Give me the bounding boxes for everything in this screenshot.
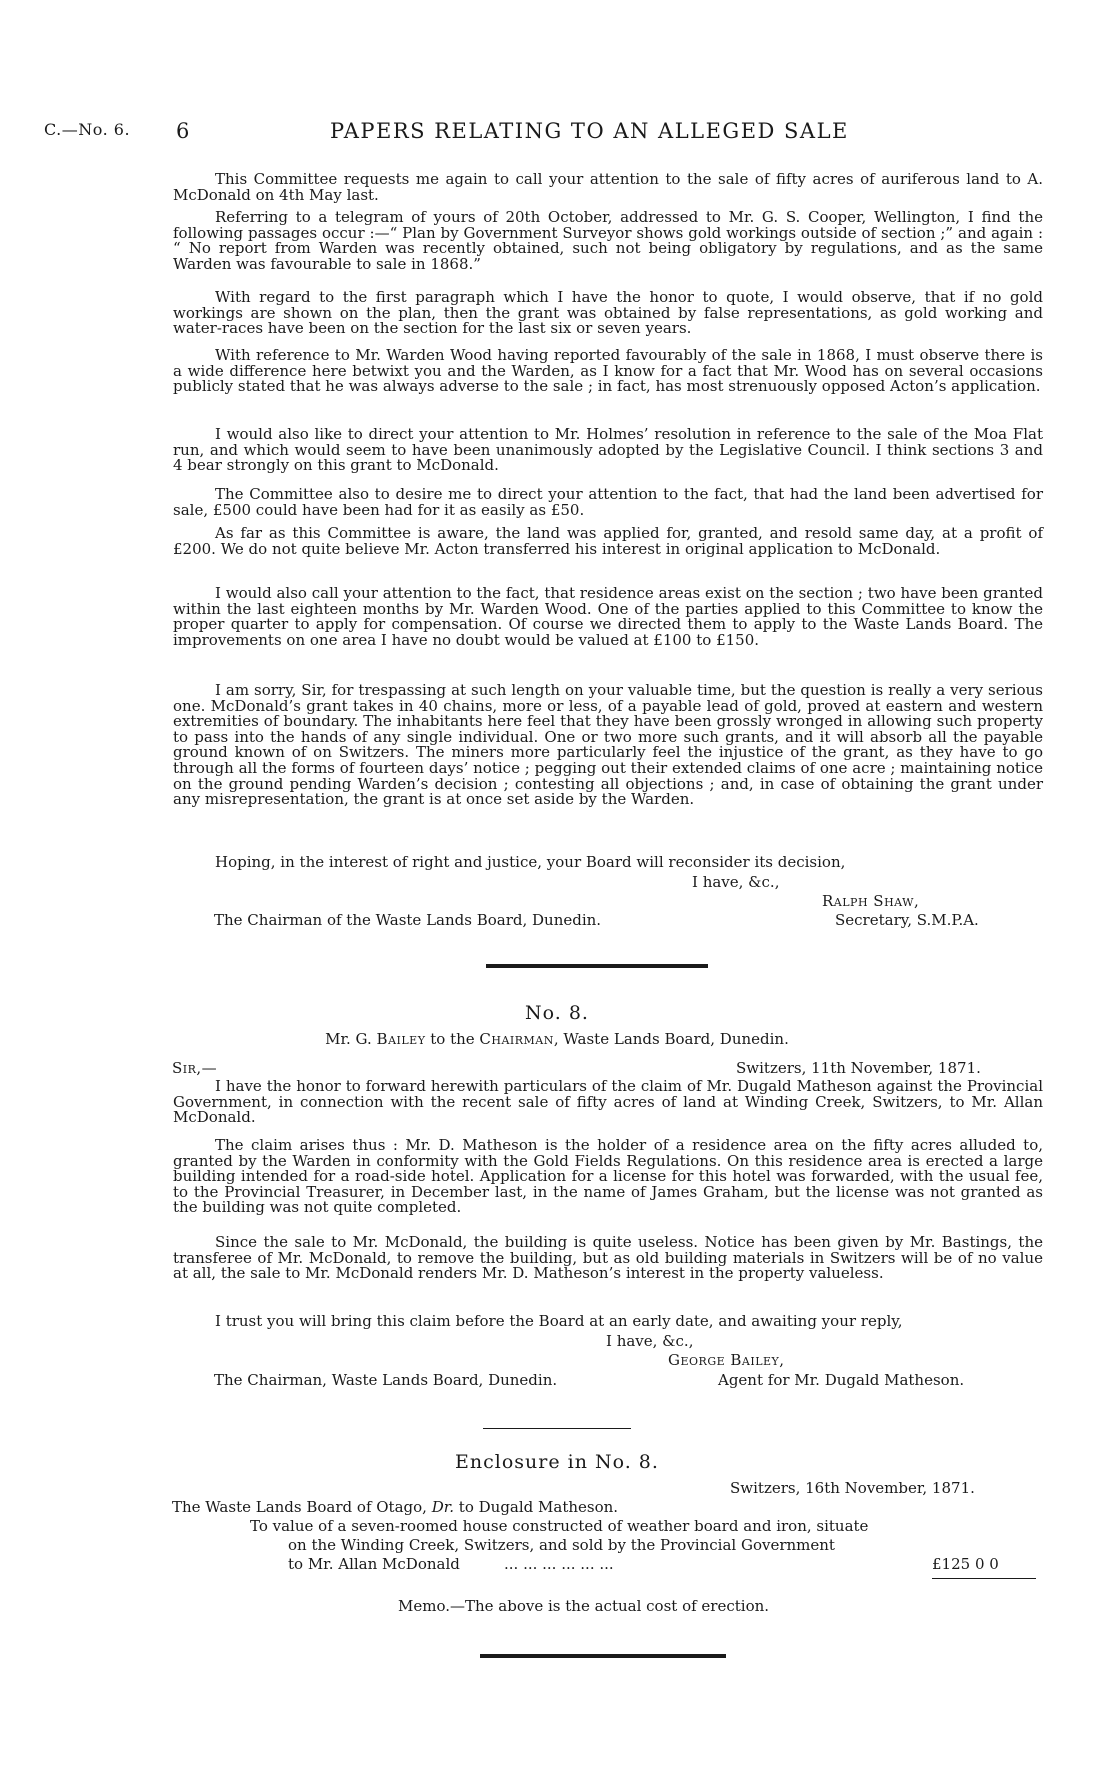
amount-underline <box>932 1578 1036 1579</box>
letter8-addressee: The Chairman, Waste Lands Board, Dunedin. <box>214 1371 558 1389</box>
enclosure-item-line: To value of a seven-roomed house constructed of weather board and iron, situate <box>250 1517 869 1535</box>
letter8-paragraph: I trust you will bring this claim before the Board at an early date, and awaiting your reply, <box>215 1312 903 1330</box>
enclosure-leaders: ... ... ... ... ... ... <box>504 1555 614 1573</box>
letter8-paragraph: Since the sale to Mr. McDonald, the building is quite useless. Notice has been given by Mr. Bastings, the transferee of Mr. McDonald, to remove the building, but as old building materials in Switzers will be of no value at all, the sale to Mr. McDonald renders Mr. D. Matheson’s interest in the property valueless. <box>173 1233 1043 1283</box>
letter7-paragraph: The Committee also to desire me to direct your attention to the fact, that had the land been advertised for sale, £500 could have been had for it as easily as £50. <box>173 485 1043 519</box>
enclosure-place-date: Switzers, 16th November, 1871. <box>730 1479 975 1497</box>
letter8-heading: No. 8. <box>525 1002 589 1024</box>
letter7-paragraph: As far as this Committee is aware, the land was applied for, granted, and resold same day, at a profit of £200. We do not quite believe Mr. Acton transferred his interest in original application to McDonald. <box>173 524 1043 558</box>
letter8-signatory-title: Agent for Mr. Dugald Matheson. <box>718 1371 965 1389</box>
letter7-paragraph: I would also call your attention to the fact, that residence areas exist on the section ; two have been granted within the last eighteen months by Mr. Warden Wood. One of the parties applied to this Committee to know the proper quarter to apply for compensation. Of course we directed them to apply to the Waste Lands Board. The improvements on one area I have no doubt would be valued at £100 to £150. <box>173 584 1043 649</box>
letter7-paragraph: This Committee requests me again to call your attention to the sale of fifty acres of auriferous land to A. McDonald on 4th May last. <box>173 170 1043 204</box>
letter7-paragraph: With regard to the first paragraph which I have the honor to quote, I would observe, that if no gold workings are shown on the plan, then the grant was obtained by false representations, as gold working and water-races have been on the section for the last six or seven years. <box>173 288 1043 338</box>
enclosure-heading: Enclosure in No. 8. <box>455 1451 659 1473</box>
page-number: 6 <box>176 119 190 143</box>
document-reference: C.—No. 6. <box>44 120 131 139</box>
letter7-paragraph: I am sorry, Sir, for trespassing at such length on your valuable time, but the question is really a very serious one. McDonald’s grant takes in 40 chains, more or less, of a payable lead of gold, proved at eastern and western extremities of boundary. The inhabitants here feel that they have been grossly wronged in allowing such property to pass into the hands of any single individual. One or two more such grants, and it will absorb all the payable ground known of on Switzers. The miners more particularly feel the injustice of the grant, as they have to go through all the forms of fourteen days’ notice ; pegging out their extended claims of one acre ; maintaining notice on the ground pending Warden’s decision ; contesting all objections ; and, in case of obtaining the grant under any misrepresentation, the grant is at once set aside by the Warden. <box>173 681 1043 809</box>
letter7-paragraph: With reference to Mr. Warden Wood having reported favourably of the sale in 1868, I must observe there is a wide difference here betwixt you and the Warden, as I know for a fact that Mr. Wood has on several occasions publicly stated that he was always adverse to the sale ; in fact, has most strenuously opposed Acton’s application. <box>173 346 1043 396</box>
end-divider <box>480 1654 726 1658</box>
letter8-signatory: George Bailey, <box>668 1351 785 1369</box>
section-divider <box>486 964 708 968</box>
letter8-place-date: Switzers, 11th November, 1871. <box>736 1059 981 1077</box>
enclosure-item-line: on the Winding Creek, Switzers, and sold by the Provincial Government <box>288 1536 835 1554</box>
enclosure-amount: £125 0 0 <box>932 1555 999 1573</box>
letter7-signatory: Ralph Shaw, <box>822 892 920 910</box>
letter7-addressee: The Chairman of the Waste Lands Board, Dunedin. <box>214 911 602 929</box>
letter8-salutation: Sir,— <box>172 1059 218 1077</box>
letter7-closing: I have, &c., <box>692 873 780 891</box>
letter8-subheading: Mr. G. Bailey to the Chairman, Waste Lands Board, Dunedin. <box>325 1030 789 1048</box>
letter8-closing: I have, &c., <box>606 1332 694 1350</box>
letter7-signatory-title: Secretary, S.M.P.A. <box>835 911 979 929</box>
letter8-paragraph: I have the honor to forward herewith particulars of the claim of Mr. Dugald Matheson against the Provincial Government, in connection with the recent sale of fifty acres of land at Winding Creek, Switzers, to Mr. Allan McDonald. <box>173 1077 1043 1127</box>
enclosure-item-line: to Mr. Allan McDonald <box>288 1555 460 1573</box>
enclosure-account-heading: The Waste Lands Board of Otago, Dr. to Dugald Matheson. <box>172 1498 619 1516</box>
letter7-paragraph: Hoping, in the interest of right and justice, your Board will reconsider its decision, <box>215 853 846 871</box>
letter7-paragraph: Referring to a telegram of yours of 20th October, addressed to Mr. G. S. Cooper, Wellington, I find the following passages occur :—“ Plan by Government Surveyor shows gold workings outside of section ;” and again : “ No report from Warden was recently obtained, such not being obligatory by regulations, and as the same Warden was favourable to sale in 1868.” <box>173 208 1043 273</box>
enclosure-memo: Memo.—The above is the actual cost of erection. <box>398 1597 770 1615</box>
section-divider <box>483 1428 631 1429</box>
letter7-paragraph: I would also like to direct your attention to Mr. Holmes’ resolution in reference to the sale of the Moa Flat run, and which would seem to have been unanimously adopted by the Legislative Council. I think sections 3 and 4 bear strongly on this grant to McDonald. <box>173 425 1043 475</box>
page-title: PAPERS RELATING TO AN ALLEGED SALE <box>330 119 849 143</box>
letter8-paragraph: The claim arises thus : Mr. D. Matheson is the holder of a residence area on the fifty acres alluded to, granted by the Warden in conformity with the Gold Fields Regulations. On this residence area is erected a large building intended for a road-side hotel. Application for a license for this hotel was forwarded, with the usual fee, to the Provincial Treasurer, in December last, in the name of James Graham, but the license was not granted as the building was not quite completed. <box>173 1136 1043 1217</box>
